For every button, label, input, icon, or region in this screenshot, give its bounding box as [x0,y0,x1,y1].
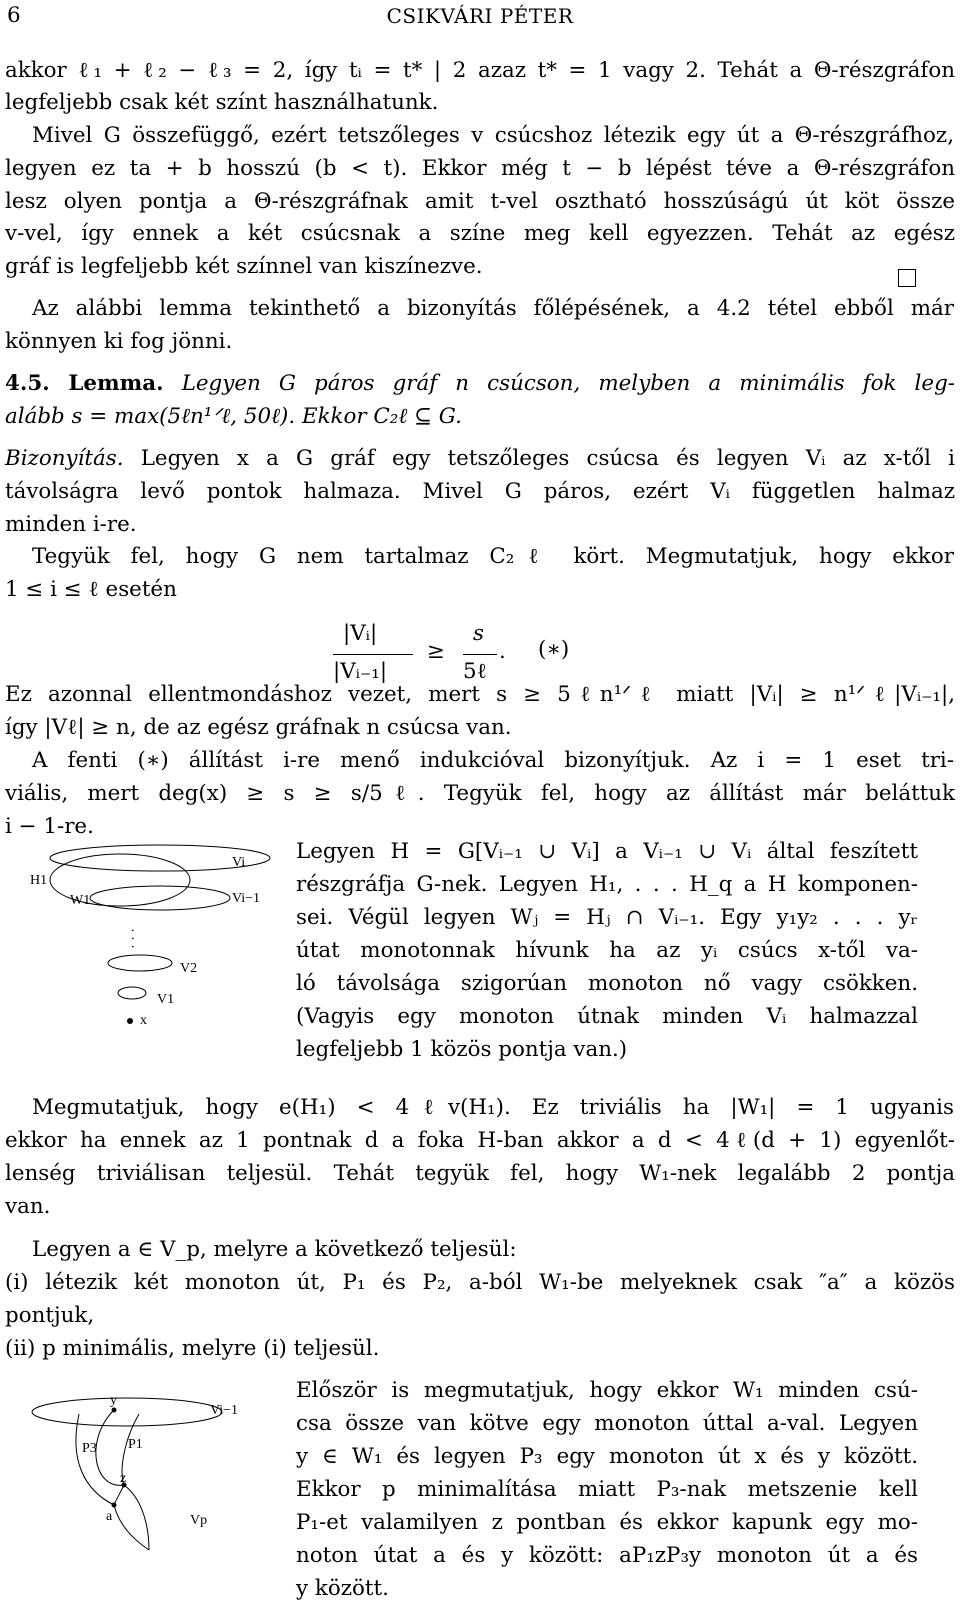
text-line: v-vel, így ennek a két csúcsnak a színe meg kell egyezzen. Tehát az egész [5,221,955,246]
text-line: noton útat a és y között: aP₁zP₃y monoton út a és [296,1543,918,1568]
text-line: Először is megmutatjuk, hogy ekkor W₁ minden csú- [296,1378,918,1403]
text-line: pontjuk, [5,1303,95,1328]
text-line: y ∈ W₁ és legyen P₃ egy monoton út x és y között. [296,1444,918,1469]
text-line: lenség triviálisan teljesül. Tehát tegyük fel, hogy W₁-nek legalább 2 pontja [5,1161,955,1186]
eq-rnum: s [473,621,484,646]
text-line: Az alábbi lemma tekinthető a bizonyítás főlépésének, a 4.2 tétel ebből már [32,296,954,321]
ellipse-v1 [118,987,146,999]
label-y: y [110,1393,117,1408]
text-line: Legyen a ∈ V_p, melyre a következő teljesül: [32,1237,517,1262]
label-vi: Vi [232,855,246,870]
proof-line: Bizonyítás. Legyen x a G gráf egy tetszőleges csúcsa és legyen Vᵢ az x-től i [5,446,955,471]
text-line: útat monotonnak hívunk ha az yᵢ csúcs x-től va- [296,938,918,963]
text-line: y között. [296,1576,389,1601]
page-number: 6 [7,3,21,28]
qed-square-icon [898,269,916,287]
label-a: a [106,1509,113,1524]
lemma-label: 4.5. Lemma. [5,371,164,396]
label-h1: H1 [30,873,48,888]
text-line: (ii) p minimális, melyre (i) teljesül. [5,1336,380,1361]
label-v1: V1 [157,992,175,1007]
text-line: minden i-re. [5,512,137,537]
figure-nested-levels [20,828,280,1058]
equation-star: |Vᵢ| |Vᵢ₋₁| ≥ s 5ℓ . (∗) [333,616,753,696]
label-z: z [120,1471,127,1486]
eq-relation: ≥ [427,639,445,664]
text-line: i − 1-re. [5,814,94,839]
running-header [0,0,960,32]
text-line: Ez azonnal ellentmondáshoz vezet, mert s ≥ 5ℓn¹ᐟℓ miatt |Vᵢ| ≥ n¹ᐟℓ|Vᵢ₋₁|, [5,682,955,707]
text-line: legfeljebb csak két színt használhatunk. [5,90,439,115]
text-line: sei. Végül legyen Wⱼ = Hⱼ ∩ Vᵢ₋₁. Egy y₁y₂ . . . yᵣ [296,905,918,930]
path-p1 [114,1414,139,1505]
text-line: legyen ez ta + b hosszú (b < t). Ekkor még t − b lépést téve a Θ-részgráfon [5,156,955,181]
eq-tag: (∗) [538,637,570,662]
vertex-x [127,1018,133,1024]
text-line: ló távolsága szigorúan monoton nő vagy csökken. [296,971,918,996]
text-line: P₁-et valamilyen z pontban és ekkor kapunk egy mo- [296,1510,918,1535]
path-a-down [114,1505,149,1550]
label-dots: · · · [124,928,139,949]
text-line: Ekkor p minimalítása miatt P₃-nak metszenie kell [296,1477,918,1502]
text-line: csa össze van kötve egy monoton úttal a-val. Legyen [296,1411,918,1436]
text-line: ekkor ha ennek az 1 pontnak d a foka H-ban akkor a d < 4ℓ(d + 1) egyenlőt- [5,1128,955,1153]
lemma-line: alább s = max(5ℓn¹ᐟℓ, 50ℓ). Ekkor C₂ℓ ⊆ G. [5,404,462,429]
text-line: távolságra levő pontok halmaza. Mivel G páros, ezért Vᵢ független halmaz [5,479,955,504]
label-w1: W1 [70,893,91,908]
lemma-line [5,368,955,401]
path-p2 [76,1414,114,1505]
ellipse-vim1 [90,886,230,910]
text-line: 1 ≤ i ≤ ℓ esetén [5,577,177,602]
text-line: (i) létezik két monoton út, P₁ és P₂, a-ból W₁-be melyeknek csak ″a″ a közös [5,1270,955,1295]
ellipse-vim1 [32,1398,222,1426]
label-p1: P1 [128,1437,143,1452]
text-line: akkor ℓ₁ + ℓ₂ − ℓ₃ = 2, így tᵢ = t* | 2 azaz t* = 1 vagy 2. Tehát a Θ-részgráfon [5,58,955,83]
text-line: részgráfja G-nek. Legyen H₁, . . . H_q a H komponen- [296,872,918,897]
text-line: Tegyük fel, hogy G nem tartalmaz C₂ℓ kört. Megmutatjuk, hogy ekkor [32,544,954,569]
text-line: gráf is legfeljebb két színnel van kiszínezve. [5,254,483,279]
eq-rden: 5ℓ [463,659,487,684]
text-line: viális, mert deg(x) ≥ s ≥ s/5ℓ. Tegyük fel, hogy az állítást már beláttuk [5,781,955,806]
ellipse-v2 [108,955,172,971]
text-line: könnyen ki fog jönni. [5,329,233,354]
running-title: CSIKVÁRI PÉTER [386,4,574,28]
text-line: Legyen H = G[Vᵢ₋₁ ∪ Vᵢ] a Vᵢ₋₁ ∪ Vᵢ által feszített [296,839,918,864]
label-vim1: Vi−1 [210,1403,239,1418]
text-line: legfeljebb 1 közös pontja van.) [296,1037,628,1062]
lemma-text: Legyen G páros gráf n csúcson, melyben a minimális fok leg- [181,371,955,396]
text-line: van. [5,1194,51,1219]
label-vp: Vp [190,1513,208,1528]
text-line: (Vagyis egy monoton útnak minden Vᵢ halmazzal [296,1004,918,1029]
label-v2: V2 [180,961,198,976]
text-line: lesz olyen pontja a Θ-részgráfnak amit t-vel osztható hosszúságú út köt össze [5,189,955,214]
text-line: Megmutatjuk, hogy e(H₁) < 4ℓv(H₁). Ez triviális ha |W₁| = 1 ugyanis [32,1095,954,1120]
label-vim1: Vi−1 [232,891,261,906]
proof-label: Bizonyítás. [5,446,124,471]
eq-denominator: |Vᵢ₋₁| [333,659,388,684]
text-line: így |Vℓ| ≥ n, de az egész gráfnak n csúcsa van. [5,715,512,740]
figure-monotone-paths [24,1390,284,1560]
label-p3: P3 [82,1441,97,1456]
text-line: A fenti (∗) állítást i-re menő indukcióval bizonyítjuk. Az i = 1 eset tri- [32,748,954,773]
text-line: Mivel G összefüggő, ezért tetszőleges v csúcshoz létezik egy út a Θ-részgráfhoz, [32,123,954,148]
label-x: x [140,1013,147,1028]
eq-numerator: |Vᵢ| [343,621,378,646]
